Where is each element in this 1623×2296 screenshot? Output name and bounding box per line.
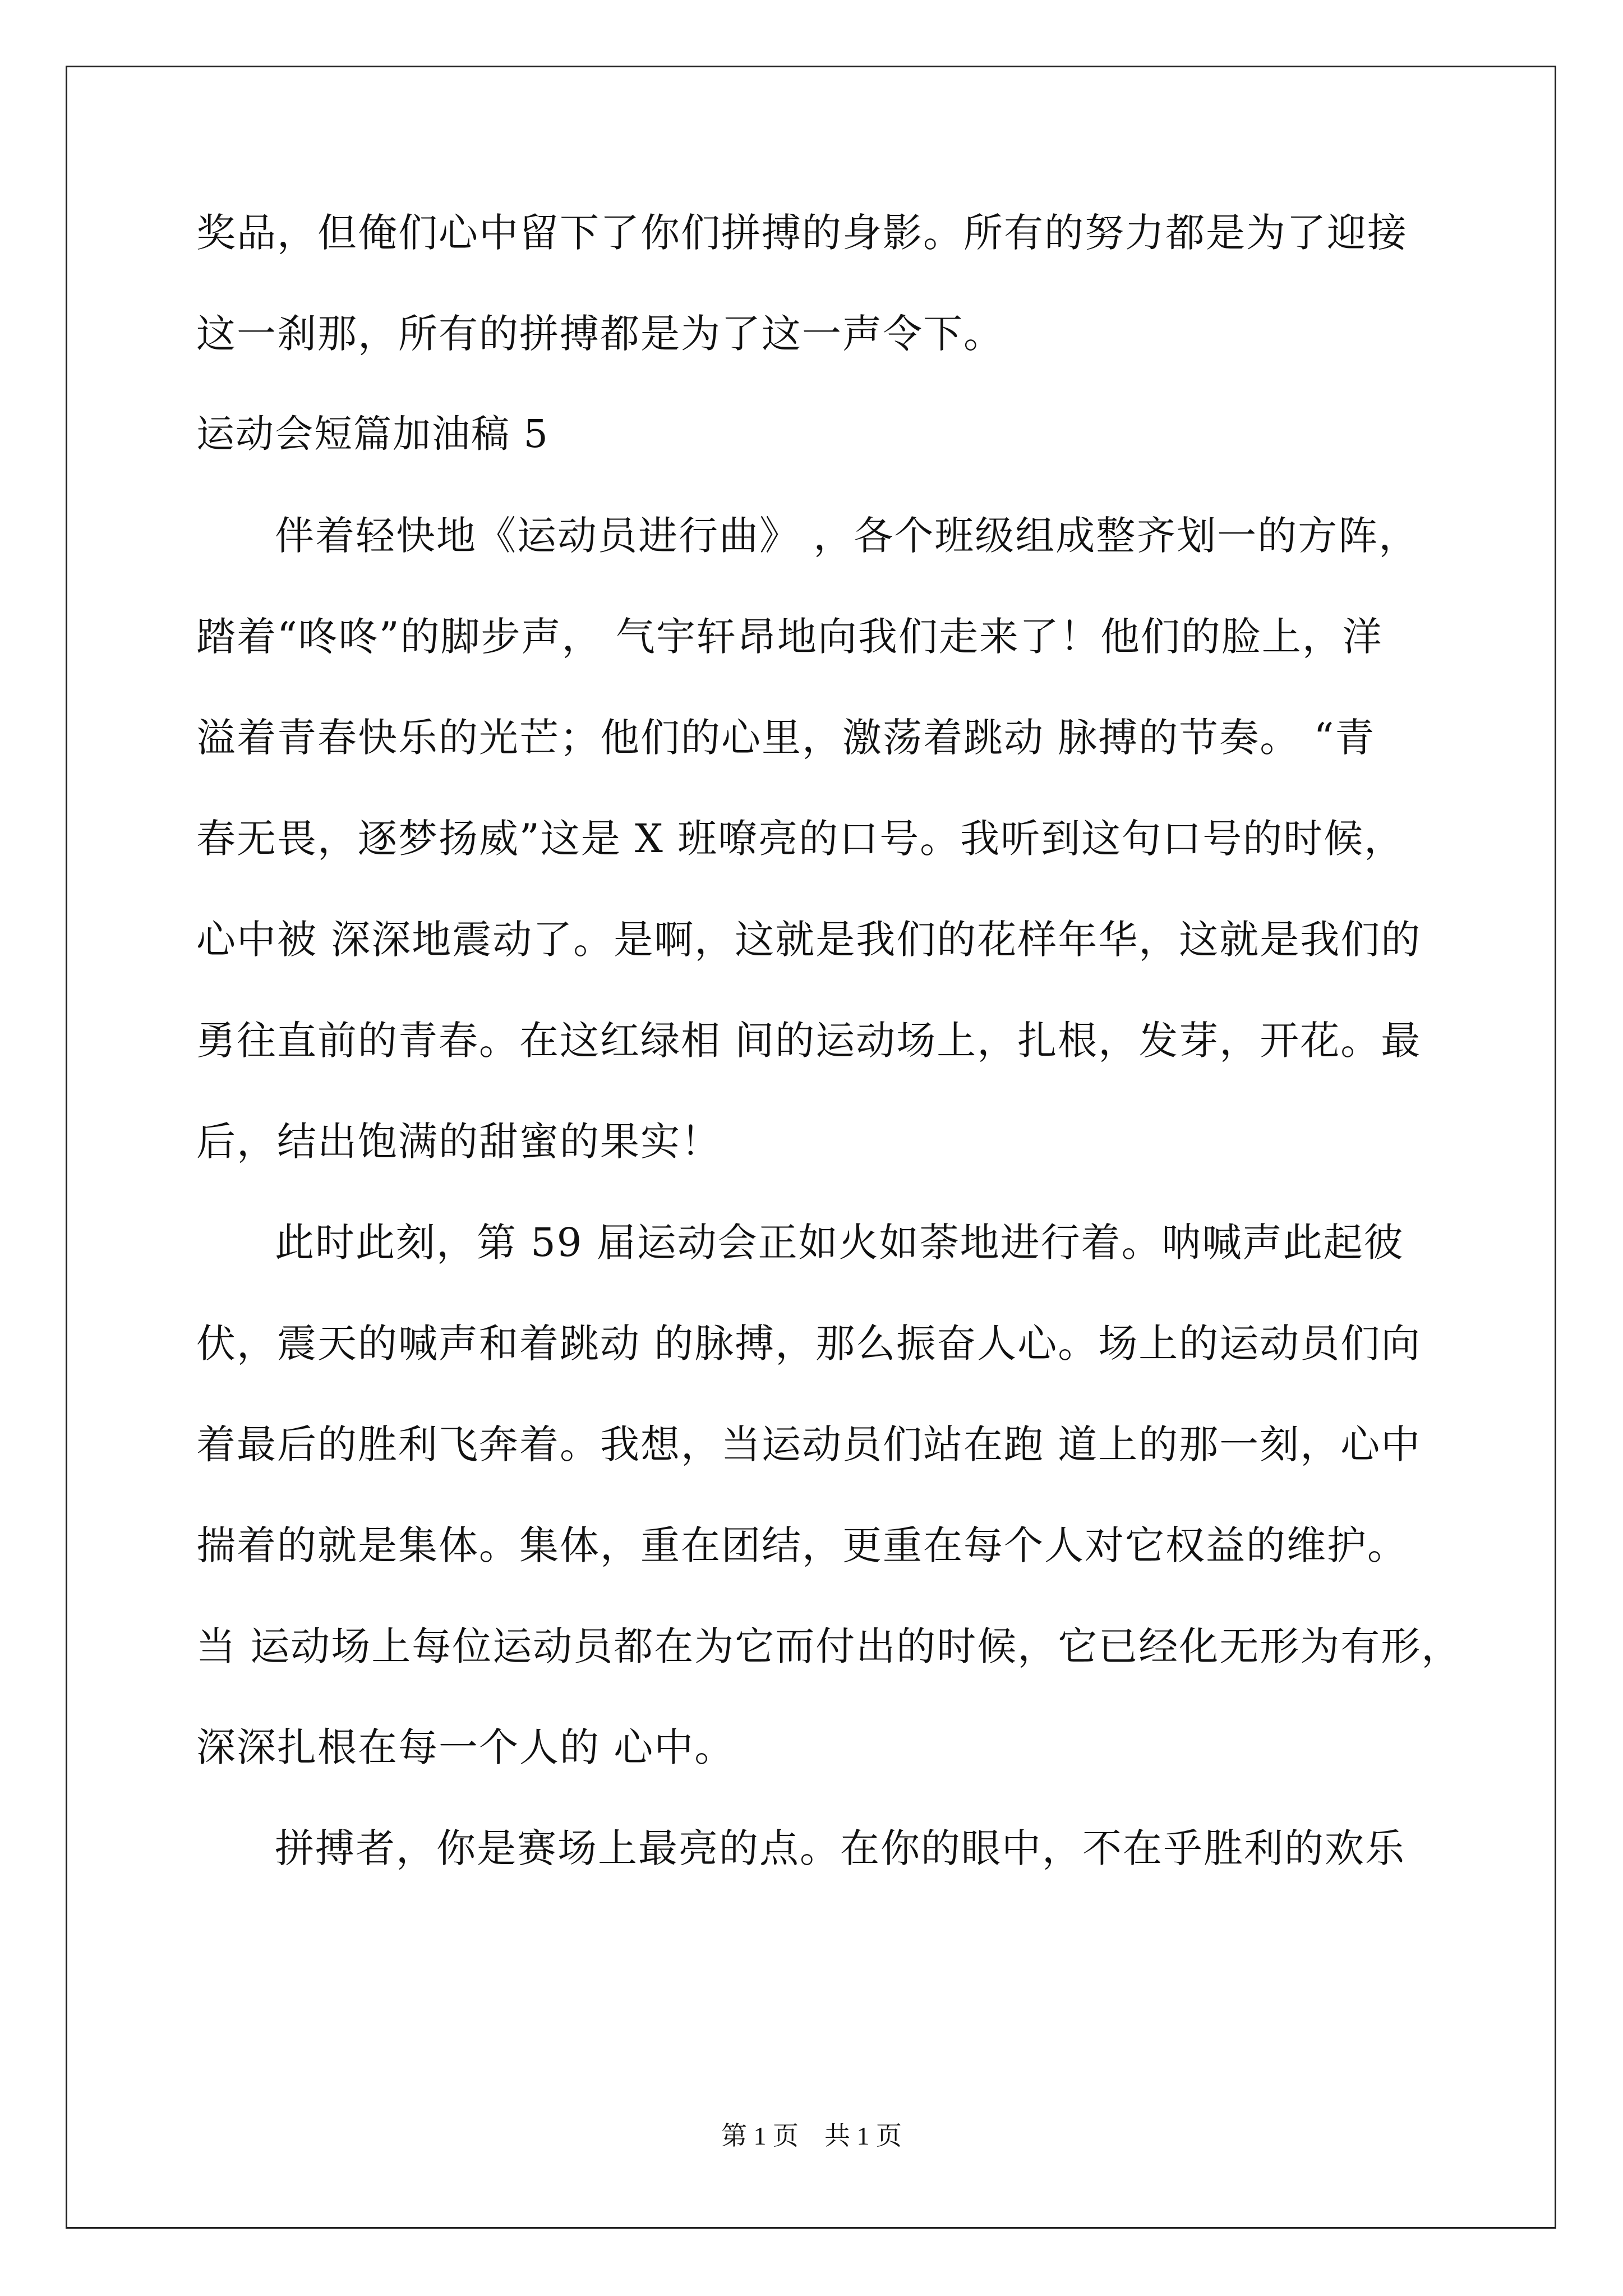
text-line: 奖品，但俺们心中留下了你们拼搏的身影。所有的努力都是为了迎接 (196, 210, 1408, 256)
text-line: 伏，震天的喊声和着跳动 的脉搏，那么振奋人心。场上的运动员们向 (196, 1320, 1422, 1366)
paragraph-first-line: 此时此刻，第 59 届运动会正如火如荼地进行着。呐喊声此起彼 (275, 1220, 1404, 1266)
paragraph-first-line: 伴着轻快地《运动员进行曲》 ，各个班级组成整齐划一的方阵， (275, 513, 1419, 559)
page-footer: 第 1 页 共 1 页 (721, 2122, 902, 2150)
text-line: 深深扎根在每一个人的 心中。 (196, 1724, 735, 1770)
text-line: 春无畏，逐梦扬威”这是 X 班嘹亮的口号。我听到这句口号的时候， (196, 816, 1405, 862)
text-line: 后，结出饱满的甜蜜的果实！ (196, 1119, 721, 1165)
text-line: 揣着的就是集体。集体，重在团结，更重在每个人对它权益的维护。 (196, 1522, 1408, 1568)
section-heading: 运动会短篇加油稿 5 (196, 412, 549, 457)
text-line: 当 运动场上每位运动员都在为它而付出的时候，它已经化无形为有形， (196, 1623, 1462, 1669)
text-line: 勇往直前的青春。在这红绿相 间的运动场上，扎根，发芽，开花。最 (196, 1018, 1422, 1064)
text-line: 溢着青春快乐的光芒；他们的心里，激荡着跳动 脉搏的节奏。 “青 (196, 715, 1376, 761)
text-line: 踏着“咚咚”的脚步声， 气宇轩昂地向我们走来了！他们的脸上，洋 (196, 614, 1383, 660)
paragraph-first-line: 拼搏者，你是赛场上最亮的点。在你的眼中，不在乎胜利的欢乐 (275, 1825, 1405, 1871)
text-line: 着最后的胜利飞奔着。我想，当运动员们站在跑 道上的那一刻，心中 (196, 1421, 1422, 1467)
text-line: 心中被 深深地震动了。是啊，这就是我们的花样年华，这就是我们的 (196, 917, 1422, 963)
document-body (196, 208, 1462, 1924)
text-line: 这一刹那，所有的拼搏都是为了这一声令下。 (196, 311, 1004, 357)
